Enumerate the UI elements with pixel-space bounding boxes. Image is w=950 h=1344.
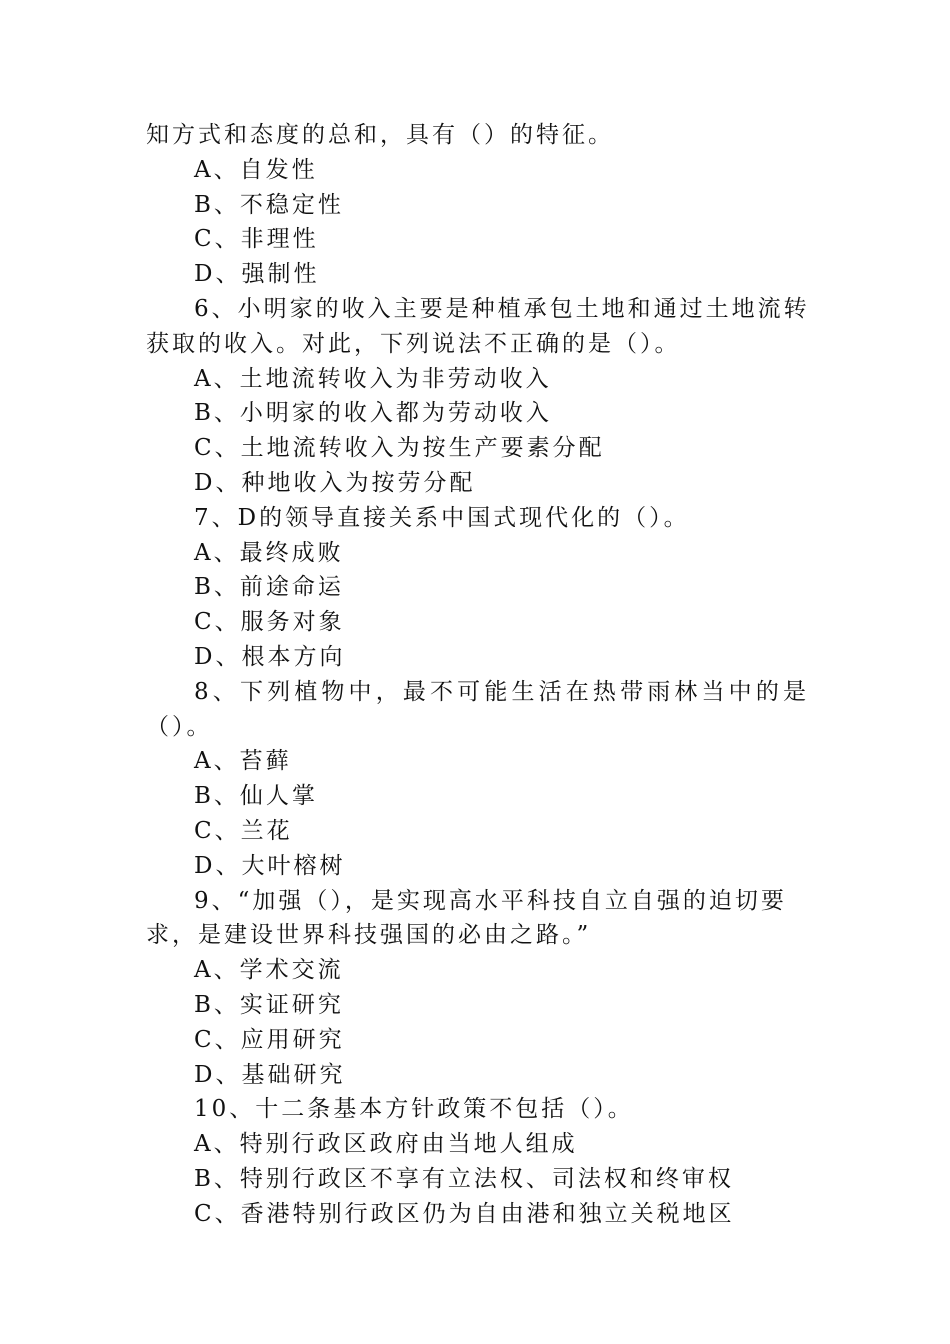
text-line: C、应用研究: [194, 1026, 345, 1053]
document-body: [146, 118, 810, 1232]
text-line: B、仙人掌: [194, 783, 318, 810]
text-line: 10、十二条基本方针政策不包括（）。: [194, 1096, 634, 1123]
text-line: D、大叶榕树: [194, 852, 346, 879]
text-line: A、苔藓: [194, 748, 292, 775]
text-line: C、兰花: [194, 817, 293, 844]
text-line: C、香港特别行政区仍为自由港和独立关税地区: [194, 1200, 735, 1227]
text-line: A、特别行政区政府由当地人组成: [194, 1131, 578, 1158]
text-line: B、小明家的收入都为劳动收入: [194, 400, 552, 427]
text-line: B、特别行政区不享有立法权、司法权和终审权: [194, 1165, 734, 1192]
text-line: A、土地流转收入为非劳动收入: [194, 365, 552, 392]
text-line: 6、小明家的收入主要是种植承包土地和通过土地流转: [194, 295, 810, 322]
text-line: D、根本方向: [194, 643, 346, 670]
text-line: D、种地收入为按劳分配: [194, 469, 476, 496]
text-line: B、不稳定性: [194, 191, 344, 218]
text-line: （）。: [146, 713, 213, 740]
text-line: B、实证研究: [194, 991, 344, 1018]
text-line: 8、下列植物中，最不可能生活在热带雨林当中的是: [194, 678, 806, 705]
text-line: A、最终成败: [194, 539, 344, 566]
text-line: C、服务对象: [194, 609, 345, 636]
text-line: A、自发性: [194, 156, 318, 183]
text-line: B、前途命运: [194, 574, 344, 601]
text-line: 知方式和态度的总和，具有（）的特征。: [146, 122, 614, 148]
text-line: A、学术交流: [194, 957, 344, 984]
text-line: D、强制性: [194, 261, 320, 288]
text-line: 9、“加强（），是实现高水平科技自立自强的迫切要: [194, 887, 787, 914]
text-line: C、非理性: [194, 226, 319, 253]
text-line: D、基础研究: [194, 1061, 346, 1088]
text-line: 7、D的领导直接关系中国式现代化的（）。: [194, 504, 690, 531]
text-line: 获取的收入。对此，下列说法不正确的是（）。: [146, 330, 681, 357]
text-line: C、土地流转收入为按生产要素分配: [194, 435, 605, 462]
text-line: 求，是建设世界科技强国的必由之路。”: [146, 922, 592, 949]
